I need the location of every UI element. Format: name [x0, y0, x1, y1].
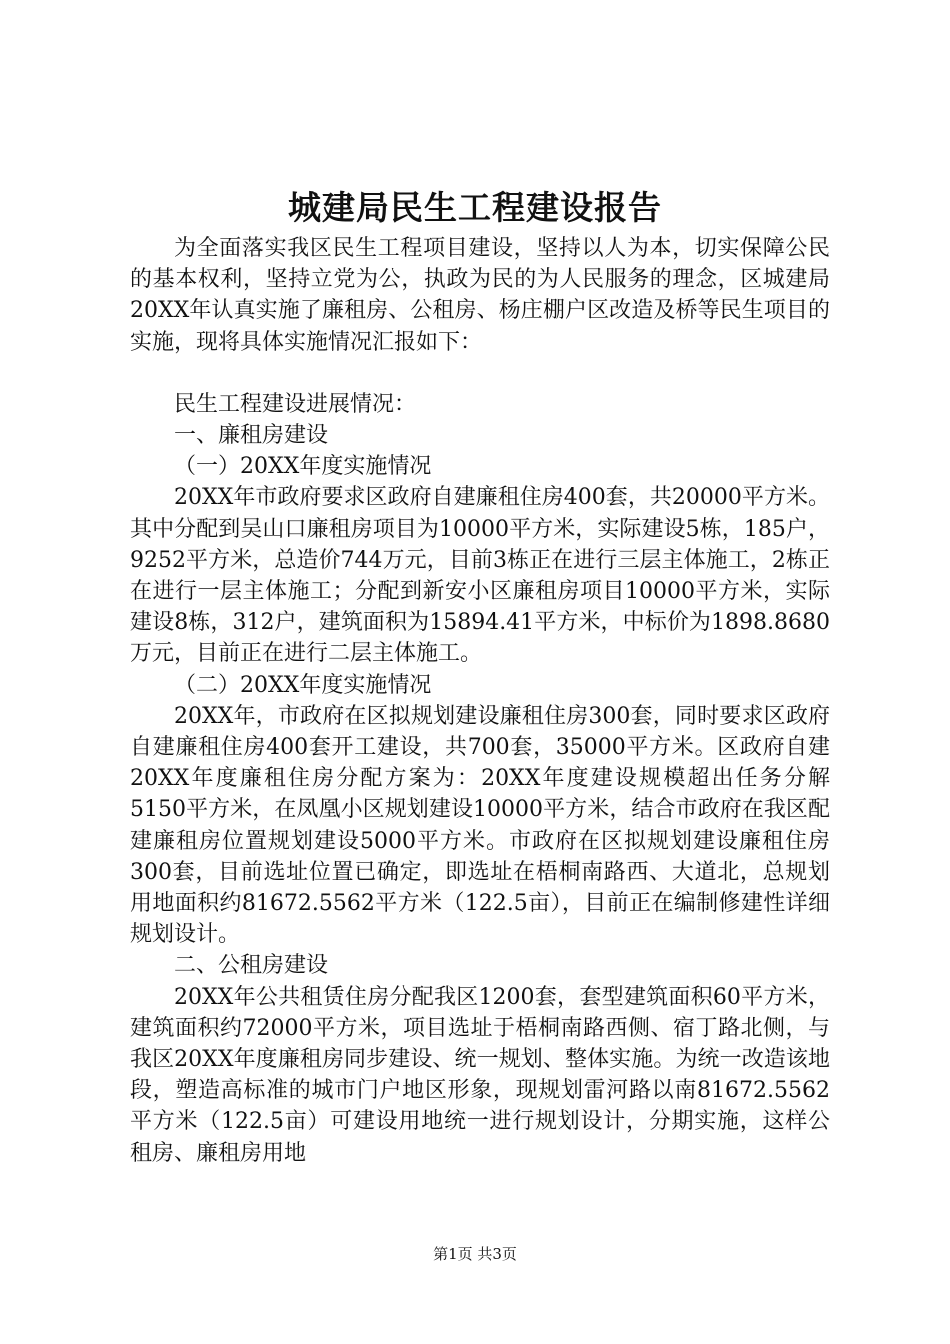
page-footer: 第1页 共3页: [433, 1245, 517, 1263]
subsection-heading-2: （二）20XX年度实施情况: [174, 672, 432, 698]
section-heading-low-rent: 一、廉租房建设: [174, 423, 329, 449]
section-heading-public-rent: 二、公租房建设: [174, 953, 329, 979]
subsection-paragraph-1: 20XX年市政府要求区政府自建廉租住房400套，共20000平方米。其中分配到吴山口廉租房项目为10000平方米，实际建设5栋，185户，9252平方米，总造价744万元，目前3栋正在进行三层主体施工，2栋正在进行一层主体施工；分配到新安小区廉租房项目10000平方米，实际建设8栋，312户，建筑面积为15894.41平方米，中标价为1898.8680万元，目前正在进行二层主体施工。: [130, 485, 830, 667]
document-title: 城建局民生工程建设报告: [288, 188, 662, 227]
subsection-heading-1: （一）20XX年度实施情况: [174, 454, 432, 480]
intro-paragraph: 为全面落实我区民生工程项目建设，坚持以人为本，切实保障公民的基本权利，坚持立党为公，执政为民的为人民服务的理念，区城建局20XX年认真实施了廉租房、公租房、杨庄棚户区改造及桥等民生项目的实施，现将具体实施情况汇报如下：: [130, 236, 830, 355]
document-body: [130, 233, 830, 1169]
paragraph-spacer: [130, 358, 830, 389]
progress-heading: 民生工程建设进展情况：: [174, 391, 417, 417]
section-paragraph-public-rent: 20XX年公共租赁住房分配我区1200套，套型建筑面积60平方米，建筑面积约72000平方米，项目选址于梧桐南路西侧、宿丁路北侧，与我区20XX年度廉租房同步建设、统一规划、整体实施。为统一改造该地段，塑造高标准的城市门户地区形象，现规划雷河路以南81672.5562平方米（122.5亩）可建设用地统一进行规划设计，分期实施，这样公租房、廉租房用地: [130, 984, 830, 1166]
subsection-paragraph-2: 20XX年，市政府在区拟规划建设廉租住房300套，同时要求区政府自建廉租住房400套开工建设，共700套，35000平方米。区政府自建20XX年度廉租住房分配方案为：20XX年度建设规模超出任务分解5150平方米，在凤凰小区规划建设10000平方米，结合市政府在我区配建廉租房位置规划建设5000平方米。市政府在区拟规划建设廉租住房300套，目前选址位置已确定，即选址在梧桐南路西、大道北，总规划用地面积约81672.5562平方米（122.5亩），目前正在编制修建性详细规划设计。: [130, 703, 830, 948]
